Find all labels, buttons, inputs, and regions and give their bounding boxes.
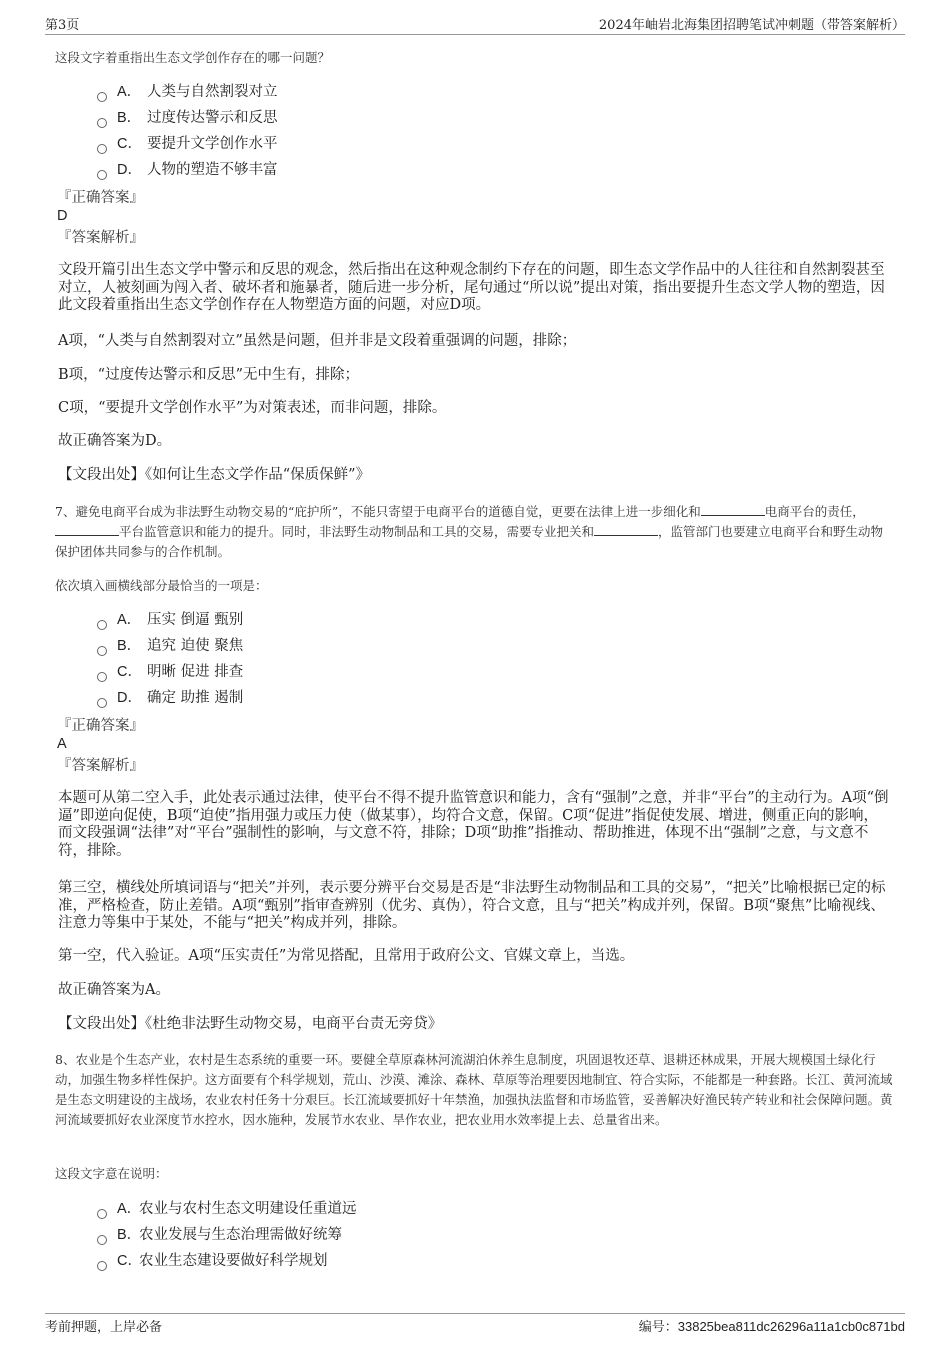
radio-icon[interactable]: [97, 1235, 107, 1245]
q7-analysis-paragraph: 故正确答案为A。: [58, 982, 170, 998]
radio-icon[interactable]: [97, 1209, 107, 1219]
q8-option-b[interactable]: B．农业发展与生态治理需做好统筹: [97, 1224, 342, 1246]
q7-answer: A: [57, 736, 67, 752]
radio-icon[interactable]: [97, 170, 107, 180]
q8-option-c[interactable]: C．农业生态建设要做好科学规划: [97, 1250, 328, 1272]
q6-answer: D: [57, 208, 68, 224]
q7-source: 【文段出处】《杜绝非法野生动物交易，电商平台责无旁贷》: [58, 1016, 443, 1032]
radio-icon[interactable]: [97, 672, 107, 682]
radio-icon[interactable]: [97, 1261, 107, 1271]
q6-analysis-paragraph: 故正确答案为D。: [58, 433, 172, 449]
q6-analysis-paragraph: B项，“过度传达警示和反思”无中生有，排除；: [58, 367, 359, 383]
q7-option-b[interactable]: B． 追究 迫使 聚焦: [97, 635, 243, 657]
q6-option-d[interactable]: D． 人物的塑造不够丰富: [97, 159, 278, 181]
q6-option-c[interactable]: C． 要提升文学创作水平: [97, 133, 278, 155]
q7-analysis-label: 『答案解析』: [57, 758, 144, 774]
q8-prompt: 这段文字意在说明：: [55, 1166, 168, 1181]
q7-analysis-paragraph: 第三空，横线处所填词语与“把关”并列，表示要分辨平台交易是否是“非法野生动物制品和工具的交易”，“把关”比喻根据已定的标准，严格检查，防止差错。A项“甄别”指审查辨别（优劣、真伪），符合文意，且与“把关”构成并列，保留。B项“聚焦”比喻视线、注意力等集中于某处，不能与“把关”构成并列，排除。: [58, 880, 886, 931]
page-footer: [45, 1313, 905, 1336]
radio-icon[interactable]: [97, 620, 107, 630]
q7-answer-label: 『正确答案』: [57, 718, 144, 734]
radio-icon[interactable]: [97, 92, 107, 102]
q6-stem: 这段文字着重指出生态文学创作存在的哪一问题？: [55, 50, 331, 65]
q6-analysis-paragraph: 文段开篇引出生态文学中警示和反思的观念，然后指出在这种观念制约下存在的问题，即生态文学作品中的人往往和自然割裂甚至对立，人被刻画为闯入者、破坏者和施暴者，随后进一步分析，尾句通过“所以说”提出对策，指出要提升生态文学人物的塑造，因此文段着重指出生态文学创作存在人物塑造方面的问题，对应D项。: [58, 262, 885, 313]
footer-slogan: 考前押题，上岸必备: [45, 1320, 163, 1335]
q7-option-a[interactable]: A． 压实 倒逼 甄别: [97, 609, 243, 631]
serial-number: 编号：33825bea811dc26296a11a1cb0c871bd: [638, 1319, 905, 1335]
q7-option-c[interactable]: C． 明晰 促进 排查: [97, 661, 243, 683]
page-header: [45, 14, 905, 35]
q7-analysis-paragraph: 第一空，代入验证。A项“压实责任”为常见搭配，且常用于政府公文、官媒文章上，当选。: [58, 948, 635, 964]
q7-prompt: 依次填入画横线部分最恰当的一项是：: [55, 578, 268, 593]
q6-option-a[interactable]: A． 人类与自然割裂对立: [97, 81, 278, 103]
q8-stem: 8、农业是个生态产业，农村是生态系统的重要一环。要健全草原森林河流湖泊休养生息制度，巩固退牧还草、退耕还林成果，开展大规模国土绿化行动，加强生物多样性保护。这方面要有个科学规划，荒山、沙漠、滩涂、森林、草原等治理要因地制宜、符合实际，不能都是一种套路。长江、黄河流域是生态文明建设的主战场，农业农村任务十分艰巨。长江流域要抓好十年禁渔，加强执法监督和市场监管，妥善解决好渔民转产转业和社会保障问题。黄河流域要抓好农业深度节水控水，因水施种，发展节水农业、旱作农业，把农业用水效率提上去、总量省出来。: [55, 1052, 893, 1127]
fill-blank: [55, 523, 119, 536]
q7-analysis-paragraph: 本题可从第二空入手，此处表示通过法律，使平台不得不提升监管意识和能力，含有“强制”之意，并非“平台”的主动行为。A项“倒逼”即逆向促使，B项“迫使”指用强力或压力使（做某事），均符合文意，保留。C项“促进”指促使发展、增进，侧重正向的影响，而文段强调“法律”对“平台”强制性的影响，与文意不符，排除；D项“助推”指推动、帮助推进，体现不出“强制”之意，与文意不符，排除。: [58, 790, 889, 859]
document-title: 2024年岫岩北海集团招聘笔试冲刺题（带答案解析）: [598, 18, 905, 33]
q6-analysis-paragraph: A项，“人类与自然割裂对立”虽然是问题，但并非是文段着重强调的问题，排除；: [58, 333, 577, 349]
q7-option-d[interactable]: D． 确定 助推 遏制: [97, 687, 243, 709]
q8-option-a[interactable]: A．农业与农村生态文明建设任重道远: [97, 1198, 357, 1220]
q6-analysis-label: 『答案解析』: [57, 230, 144, 246]
radio-icon[interactable]: [97, 144, 107, 154]
page-number: 第3页: [45, 18, 80, 33]
q7-stem: 7、避免电商平台成为非法野生动物交易的“庇护所”，不能只寄望于电商平台的道德自觉，更要在法律上进一步细化和 电商平台的责任，平台监管意识和能力的提升。同时，非法野生动物制品和工具的交易，需要专业把关和 ，监管部门也要建立电商平台和野生动物保护团体共同参与的合作机制。: [55, 504, 884, 559]
radio-icon[interactable]: [97, 698, 107, 708]
fill-blank: [701, 503, 765, 516]
q6-source: 【文段出处】《如何让生态文学作品“保质保鲜”》: [58, 467, 371, 483]
q6-analysis-paragraph: C项，“要提升文学创作水平”为对策表述，而非问题，排除。: [58, 400, 447, 416]
radio-icon[interactable]: [97, 118, 107, 128]
radio-icon[interactable]: [97, 646, 107, 656]
q6-option-b[interactable]: B． 过度传达警示和反思: [97, 107, 278, 129]
q6-answer-label: 『正确答案』: [57, 190, 144, 206]
fill-blank: [594, 523, 658, 536]
